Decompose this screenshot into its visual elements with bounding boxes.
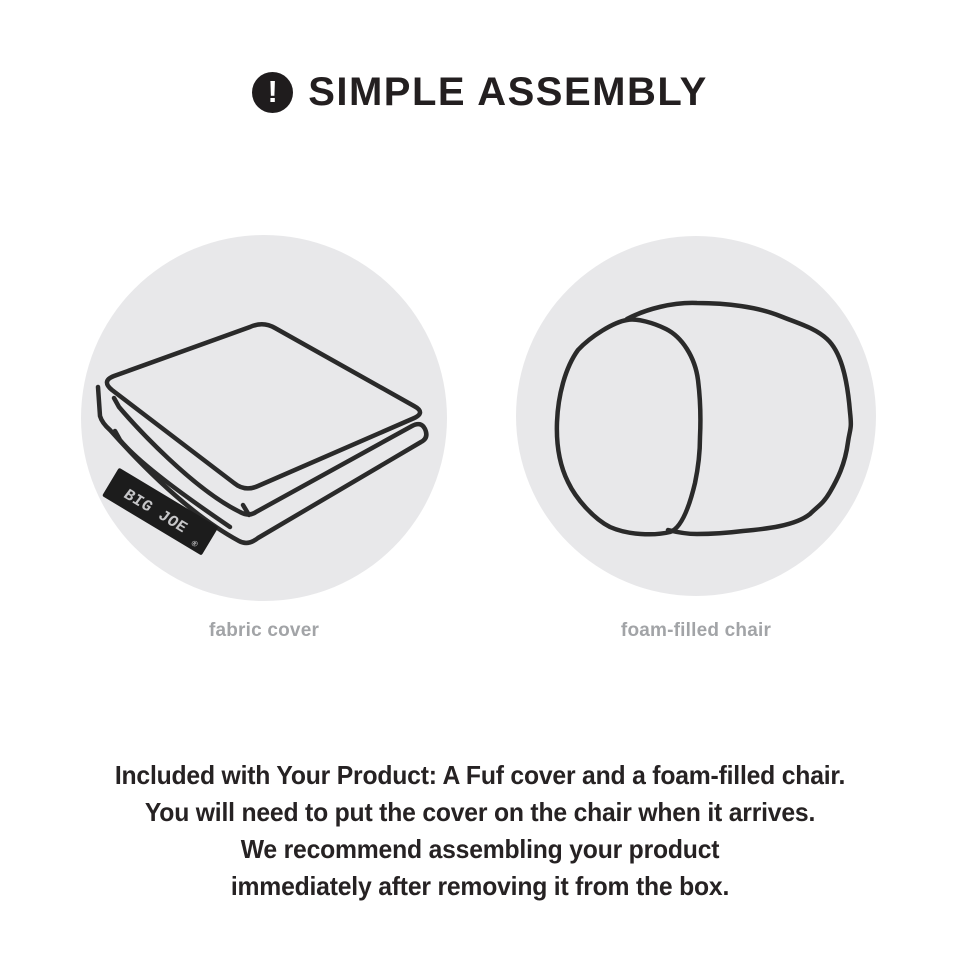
chair-front-face: [557, 320, 701, 535]
exclamation-circle-icon: [252, 72, 293, 113]
tag-registered-mark: ®: [189, 538, 200, 549]
cover-top-face: [107, 324, 420, 488]
fabric-cover-caption: fabric cover: [208, 620, 320, 641]
foam-chair-illustration: [516, 236, 876, 596]
header: [0, 70, 960, 115]
foam-chair-panel: [516, 236, 876, 596]
chair-body: [627, 303, 851, 534]
assembly-note-line-3: We recommend assembling your product: [240, 834, 720, 864]
fabric-cover-panel: [81, 235, 447, 601]
assembly-note-line-2: You will need to put the cover on the chair when it arrives.: [144, 797, 816, 827]
assembly-note-line-4: immediately after removing it from the box.: [230, 871, 730, 901]
assembly-note-line-1: Included with Your Product: A Fuf cover and a foam-filled chair.: [114, 760, 846, 790]
fabric-cover-illustration: [81, 235, 447, 601]
foam-chair-caption: foam-filled chair: [620, 620, 772, 641]
assembly-note: [24, 757, 936, 905]
tag-label: BIG JOE: [119, 486, 192, 537]
exclamation-glyph: !: [267, 74, 278, 109]
page-title: SIMPLE ASSEMBLY: [308, 70, 708, 114]
